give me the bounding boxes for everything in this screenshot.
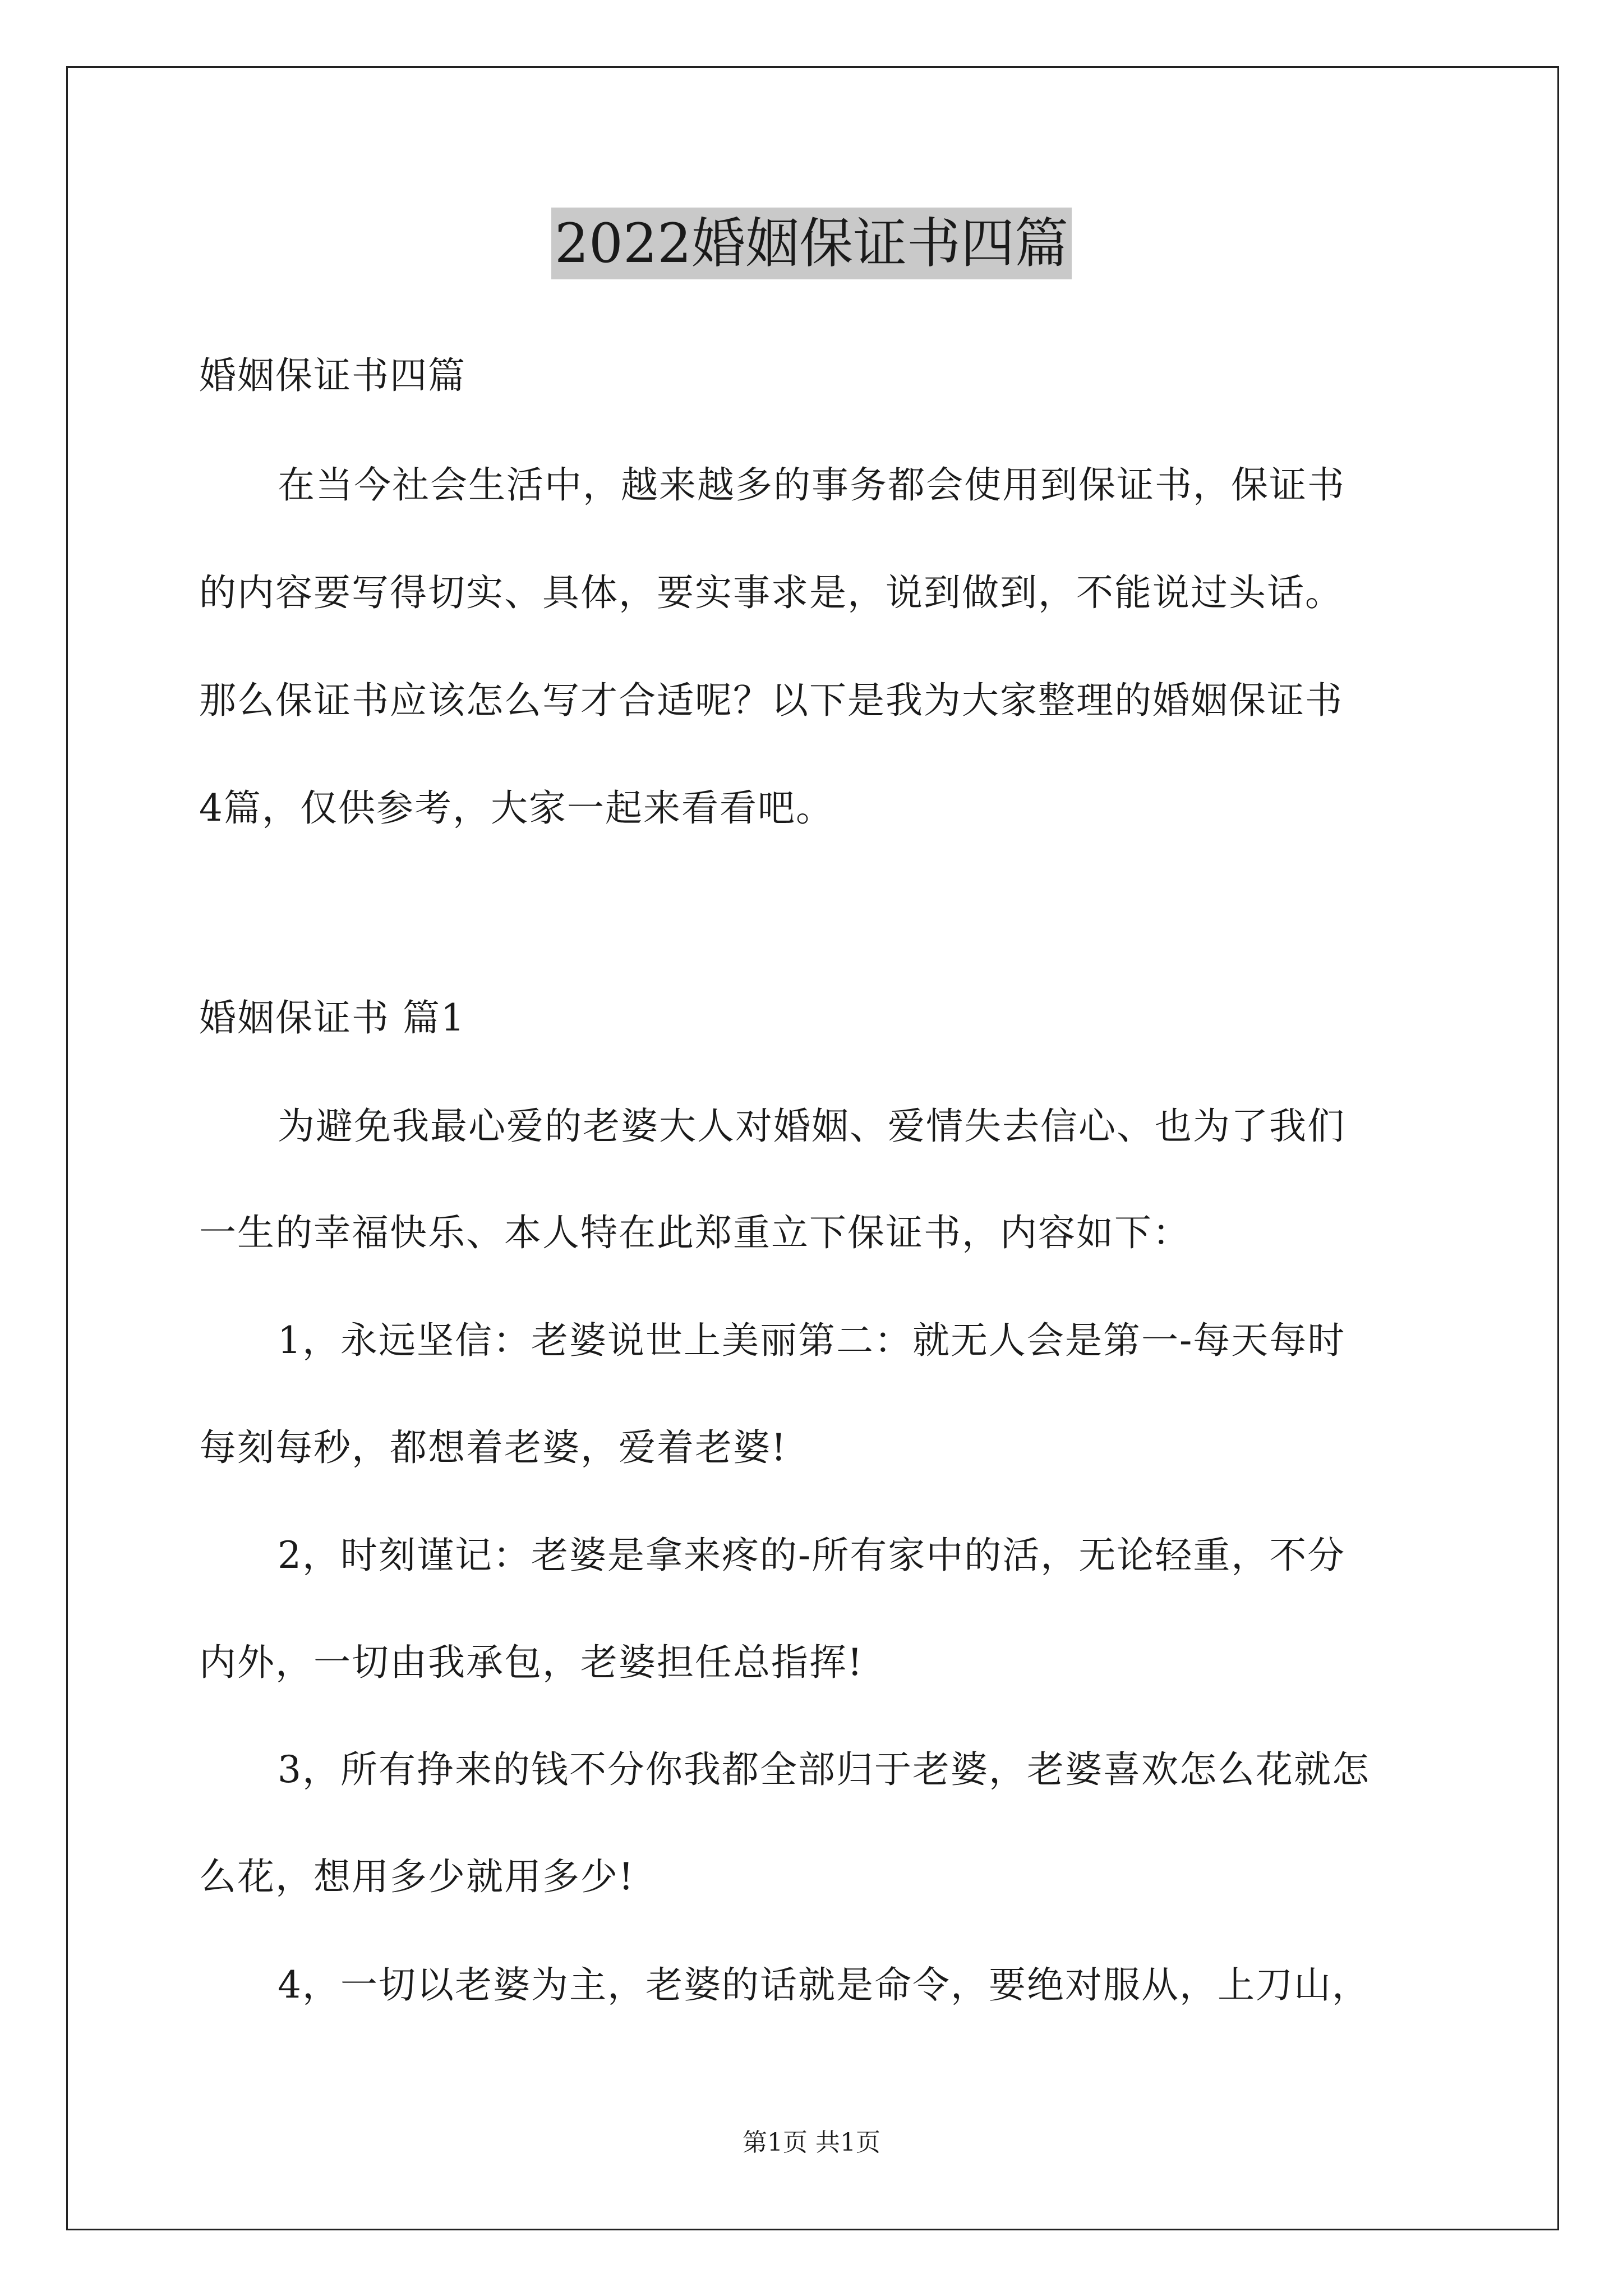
intro-line: 的内容要写得切实、具体，要实事求是，说到做到，不能说过头话。	[199, 571, 1343, 614]
body-line: 每刻每秒，都想着老婆，爱着老婆!	[199, 1426, 787, 1469]
body-line: 一生的幸福快乐、本人特在此郑重立下保证书，内容如下：	[199, 1211, 1191, 1254]
body-line: 为避免我最心爱的老婆大人对婚姻、爱情失去信心、也为了我们	[278, 1105, 1345, 1148]
body-line: 内外，一切由我承包，老婆担任总指挥!	[199, 1641, 864, 1684]
intro-line: 那么保证书应该怎么写才合适呢？以下是我为大家整理的婚姻保证书	[199, 679, 1343, 722]
title-container	[0, 208, 1623, 279]
body-line: 4，一切以老婆为主，老婆的话就是命令，要绝对服从，上刀山，	[278, 1963, 1370, 2007]
page-footer: 第1页 共1页	[743, 2128, 880, 2157]
body-line: 3，所有挣来的钱不分你我都全部归于老婆，老婆喜欢怎么花就怎	[278, 1748, 1370, 1791]
intro-line: 在当今社会生活中，越来越多的事务都会使用到保证书，保证书	[278, 463, 1345, 507]
document-subtitle: 婚姻保证书四篇	[199, 354, 466, 397]
intro-line: 4篇，仅供参考，大家一起来看看吧。	[199, 786, 834, 830]
body-line: 2，时刻谨记：老婆是拿来疼的-所有家中的活，无论轻重，不分	[278, 1534, 1346, 1577]
body-line: 1，永远坚信：老婆说世上美丽第二：就无人会是第一-每天每时	[278, 1319, 1346, 1362]
body-line: 么花，想用多少就用多少!	[199, 1855, 635, 1898]
section-heading: 婚姻保证书 篇1	[199, 996, 465, 1039]
document-title: 2022婚姻保证书四篇	[551, 208, 1072, 279]
